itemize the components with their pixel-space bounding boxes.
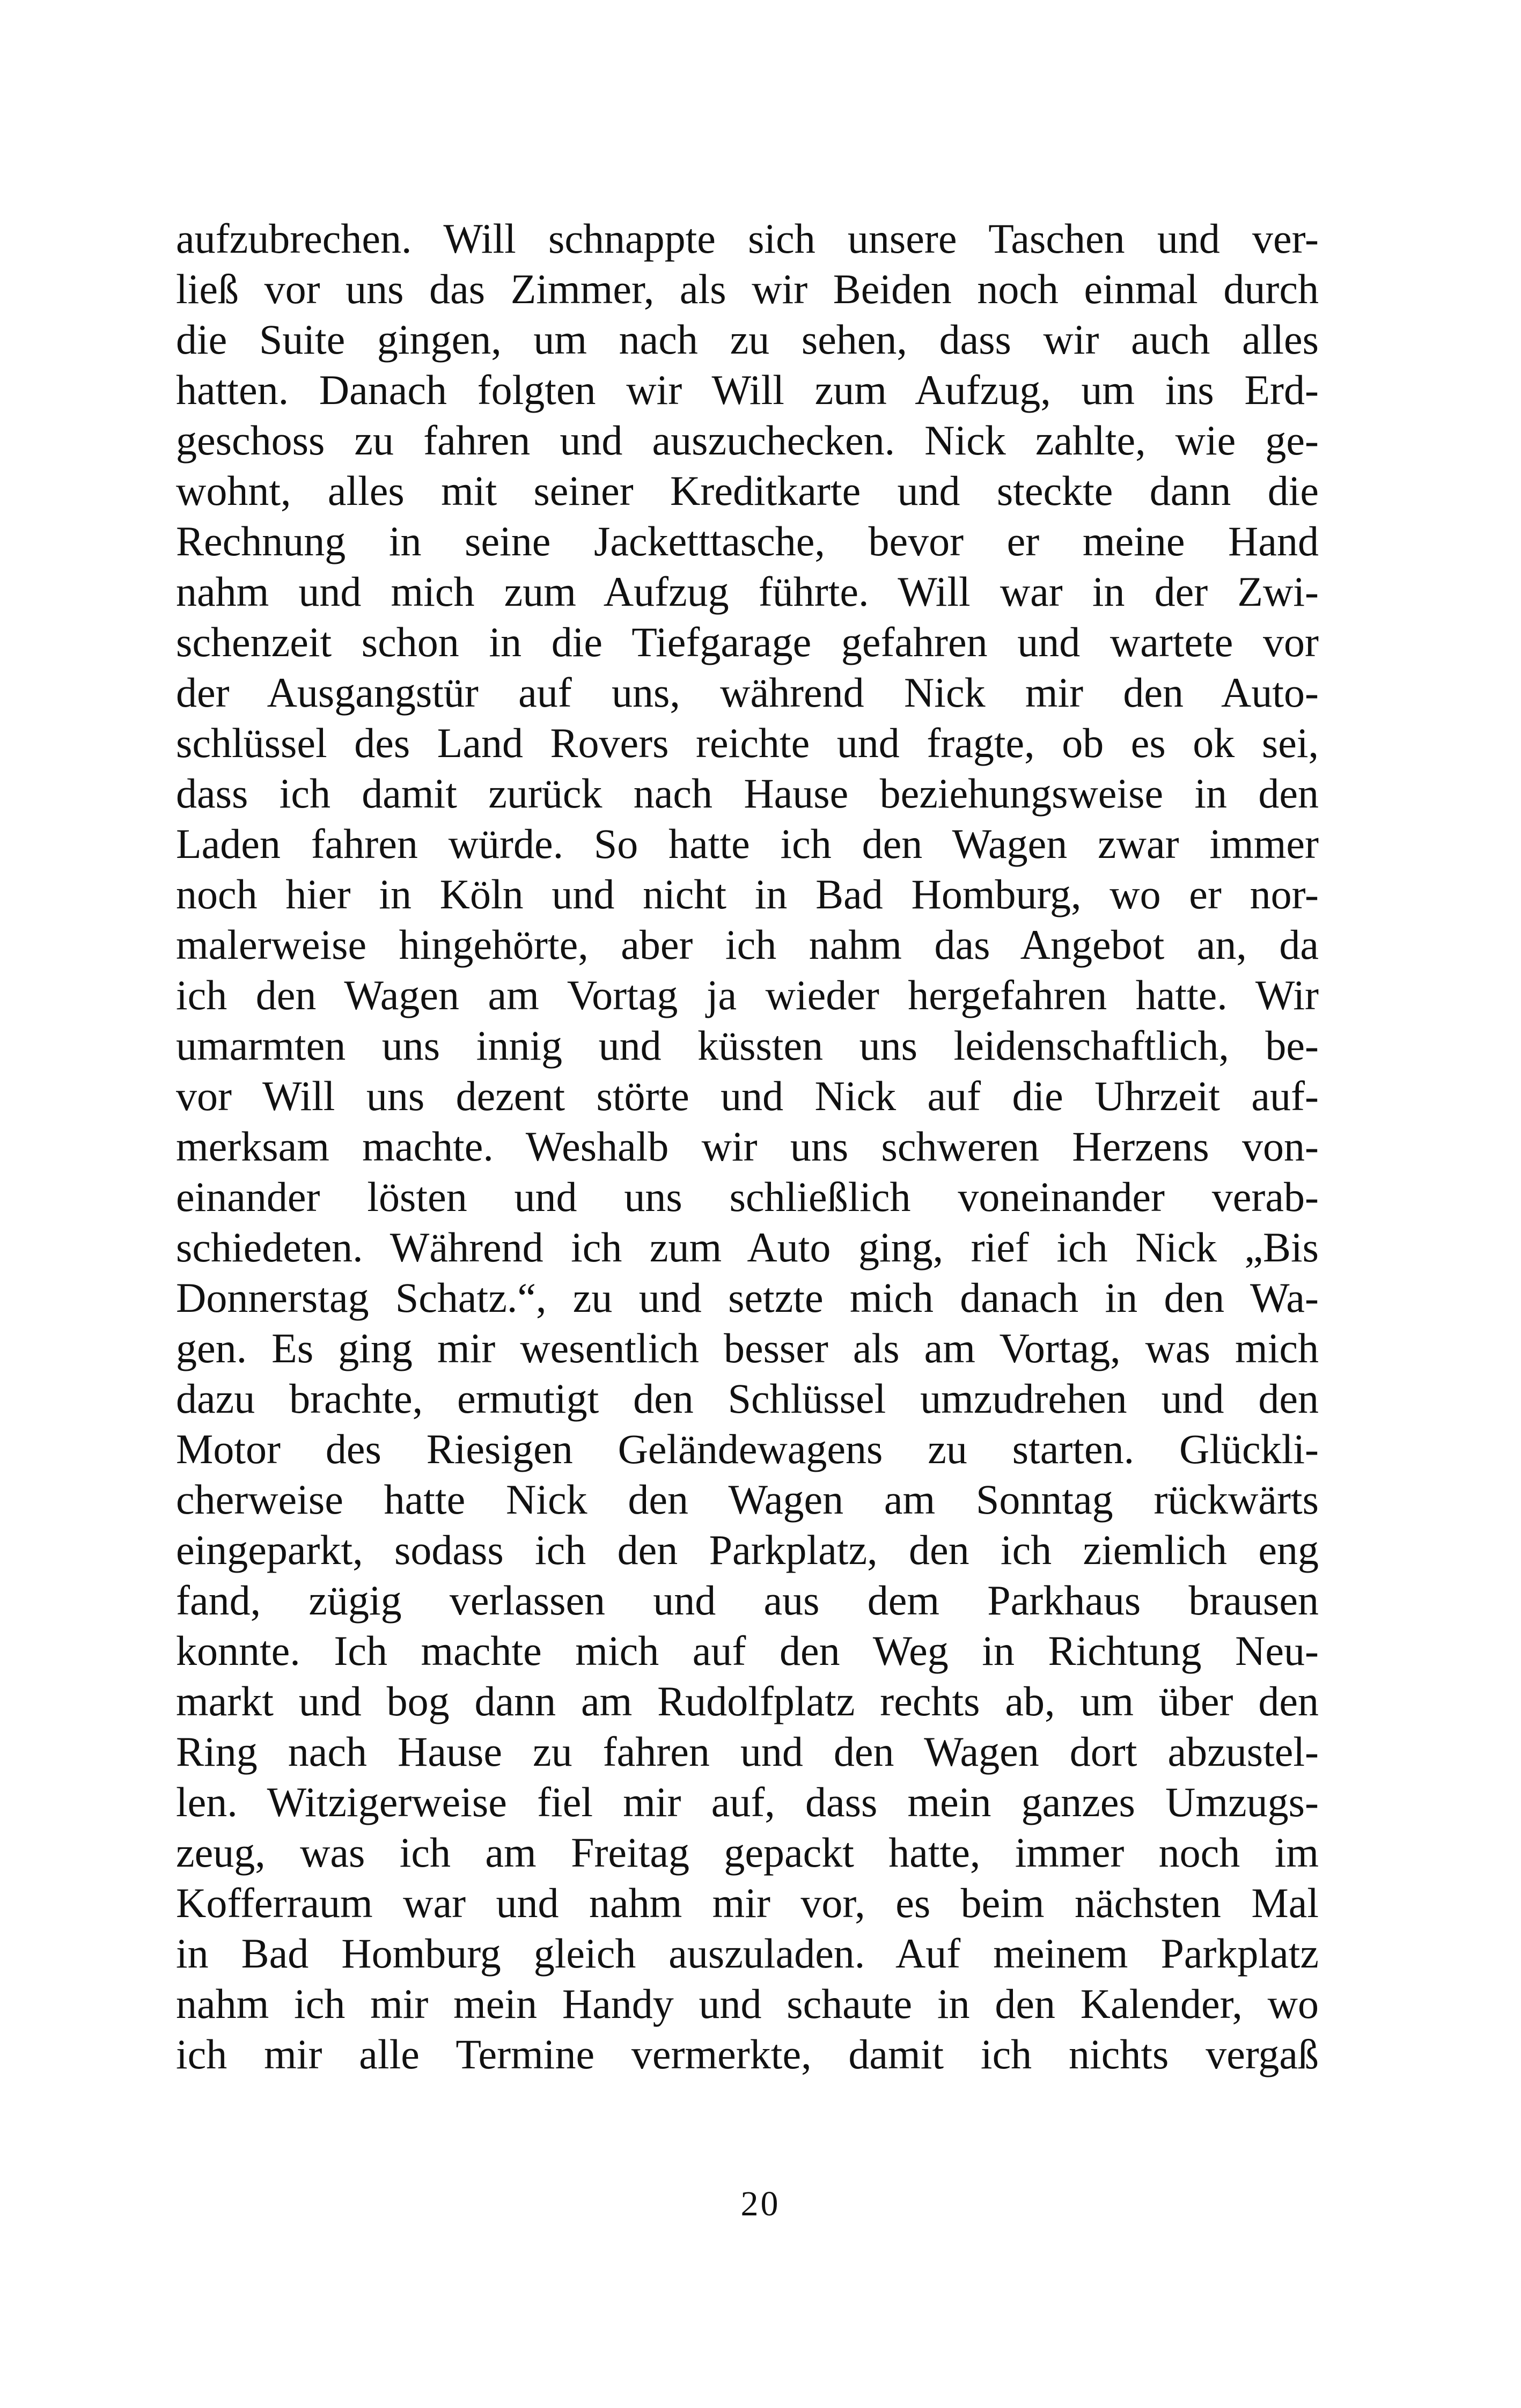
text-line: cherweise hatte Nick den Wagen am Sonntag rückwärts [176,1476,1319,1523]
text-line: nahm ich mir mein Handy und schaute in den Kalender, wo [176,1980,1319,2027]
text-line: schenzeit schon in die Tiefgarage gefahren und wartete vor [176,619,1319,665]
text-line: Ring nach Hause zu fahren und den Wagen dort abzustel- [176,1728,1319,1775]
text-line: zeug, was ich am Freitag gepackt hatte, immer noch im [176,1829,1319,1876]
text-line: ich den Wagen am Vortag ja wieder hergefahren hatte. Wir [176,972,1319,1018]
text-line: Laden fahren würde. So hatte ich den Wagen zwar immer [176,820,1319,867]
text-line: Motor des Riesigen Geländewagens zu starten. Glückli- [176,1426,1319,1472]
text-line: ließ vor uns das Zimmer, als wir Beiden noch einmal durch [176,266,1319,312]
text-line: fand, zügig verlassen und aus dem Parkhaus brausen [176,1577,1319,1624]
text-line: merksam machte. Weshalb wir uns schweren Herzens von- [176,1123,1319,1170]
text-line: Donnerstag Schatz.“, zu und setzte mich danach in den Wa- [176,1274,1319,1321]
text-line: dass ich damit zurück nach Hause beziehungsweise in den [176,770,1319,817]
text-line: die Suite gingen, um nach zu sehen, dass wir auch alles [176,316,1319,363]
text-line: vor Will uns dezent störte und Nick auf die Uhrzeit auf- [176,1073,1319,1119]
text-line: malerweise hingehörte, aber ich nahm das Angebot an, da [176,921,1319,968]
body-text [176,214,1319,2080]
text-line: umarmten uns innig und küssten uns leidenschaftlich, be- [176,1022,1319,1069]
text-line: hatten. Danach folgten wir Will zum Aufzug, um ins Erd- [176,366,1319,413]
text-line: konnte. Ich machte mich auf den Weg in Richtung Neu- [176,1627,1319,1674]
page-number: 20 [740,2184,781,2223]
text-line: schiedeten. Während ich zum Auto ging, rief ich Nick „Bis [176,1224,1319,1271]
text-line: geschoss zu fahren und auszuchecken. Nick zahlte, wie ge- [176,417,1319,464]
text-line: aufzubrechen. Will schnappte sich unsere Taschen und ver- [176,215,1319,262]
text-line: dazu brachte, ermutigt den Schlüssel umzudrehen und den [176,1375,1319,1422]
text-line: len. Witzigerweise fiel mir auf, dass mein ganzes Umzugs- [176,1779,1319,1825]
text-line: schlüssel des Land Rovers reichte und fragte, ob es ok sei, [176,720,1319,766]
text-line: nahm und mich zum Aufzug führte. Will war in der Zwi- [176,568,1319,615]
text-line: einander lösten und uns schließlich voneinander verab- [176,1173,1319,1220]
text-line: ich mir alle Termine vermerkte, damit ich nichts vergaß [176,2031,1319,2077]
text-line: Kofferraum war und nahm mir vor, es beim nächsten Mal [176,1880,1319,1926]
text-line: noch hier in Köln und nicht in Bad Homburg, wo er nor- [176,871,1319,917]
text-line: wohnt, alles mit seiner Kreditkarte und steckte dann die [176,467,1319,514]
text-line: eingeparkt, sodass ich den Parkplatz, den ich ziemlich eng [176,1526,1319,1573]
text-line: in Bad Homburg gleich auszuladen. Auf meinem Parkplatz [176,1930,1319,1977]
text-line: markt und bog dann am Rudolfplatz rechts ab, um über den [176,1678,1319,1724]
text-line: der Ausgangstür auf uns, während Nick mir den Auto- [176,669,1319,716]
text-line: Rechnung in seine Jacketttasche, bevor er meine Hand [176,518,1319,564]
text-line: gen. Es ging mir wesentlich besser als am Vortag, was mich [176,1325,1319,1371]
